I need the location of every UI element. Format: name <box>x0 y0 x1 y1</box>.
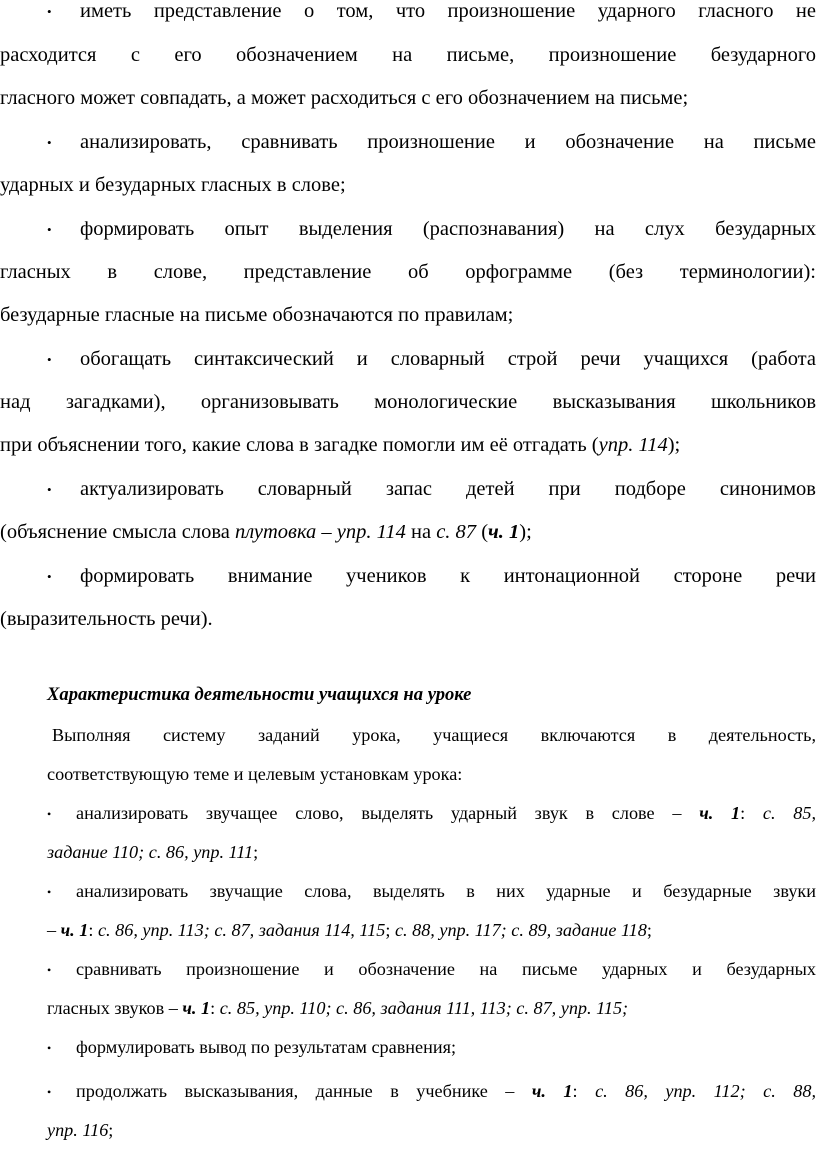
goal-4-line-1: обогащать синтаксический и словарный строй речи учащихся (работа <box>80 348 816 370</box>
goal-1-line-2: расходится с его обозначением на письме, произношение безударного <box>0 44 816 66</box>
activity-item-1-line-1: анализировать звучащее слово, выделять ударный звук в слове – ч. 1: с. 85, <box>76 803 816 823</box>
bullet-icon: • <box>47 569 52 584</box>
goal-6-line-1: формировать внимание учеников к интонационной стороне речи <box>80 565 816 587</box>
activity-item-2-line-2: – ч. 1: с. 86, упр. 113; с. 87, задания 114, 115; с. 88, упр. 117; с. 89, задание 118; <box>47 920 652 940</box>
bullet-icon: • <box>47 807 52 821</box>
bullet-icon: • <box>47 963 52 977</box>
goal-3-line-1: формировать опыт выделения (распознавания) на слух безударных <box>80 218 816 240</box>
bullet-icon: • <box>47 1085 52 1099</box>
goal-5-line-1: актуализировать словарный запас детей при подборе синонимов <box>80 478 816 500</box>
goal-4-line-3: при объяснении того, какие слова в загадке помогли им её отгадать (упр. 114); <box>0 434 681 456</box>
activity-item-5-line-1: продолжать высказывания, данные в учебнике – ч. 1: с. 86, упр. 112; с. 88, <box>76 1081 816 1101</box>
activity-heading: Характеристика деятельности учащихся на уроке <box>47 684 472 705</box>
bullet-icon: • <box>47 352 52 367</box>
goal-1-line-3: гласного может совпадать, а может расходиться с его обозначением на письме; <box>0 87 689 109</box>
activity-item-4-line-1: формулировать вывод по результатам сравнения; <box>76 1037 456 1057</box>
goal-1-line-1: иметь представление о том, что произношение ударного гласного не <box>80 0 816 22</box>
goal-3-line-2: гласных в слове, представление об орфограмме (без терминологии): <box>0 261 816 283</box>
activity-intro-line-2: соответствующую теме и целевым установкам урока: <box>47 764 463 784</box>
goal-6-line-2: (выразительность речи). <box>0 608 213 630</box>
goal-3-line-3: безударные гласные на письме обозначаются по правилам; <box>0 304 514 326</box>
bullet-icon: • <box>47 222 52 237</box>
bullet-icon: • <box>47 135 52 150</box>
activity-intro-line-1: Выполняя систему заданий урока, учащиеся включаются в деятельность, <box>52 725 816 745</box>
activity-item-3-line-1: сравнивать произношение и обозначение на письме ударных и безударных <box>76 959 816 979</box>
goal-4-line-2: над загадками), организовывать монологические высказывания школьников <box>0 391 816 413</box>
activity-item-3-line-2: гласных звуков – ч. 1: с. 85, упр. 110; с. 86, задания 111, 113; с. 87, упр. 115; <box>47 998 629 1018</box>
bullet-icon: • <box>47 4 52 19</box>
activity-item-2-line-1: анализировать звучащие слова, выделять в них ударные и безударные звуки <box>76 881 816 901</box>
bullet-icon: • <box>47 885 52 899</box>
goal-2-line-2: ударных и безударных гласных в слове; <box>0 174 346 196</box>
bullet-icon: • <box>47 482 52 497</box>
activity-item-5-line-2: упр. 116; <box>47 1120 114 1140</box>
activity-item-1-line-2: задание 110; с. 86, упр. 111; <box>47 842 259 862</box>
goal-5-line-2: (объяснение смысла слова плутовка – упр. 114 на с. 87 (ч. 1); <box>0 521 532 543</box>
goal-2-line-1: анализировать, сравнивать произношение и обозначение на письме <box>80 131 816 153</box>
bullet-icon: • <box>47 1041 52 1055</box>
